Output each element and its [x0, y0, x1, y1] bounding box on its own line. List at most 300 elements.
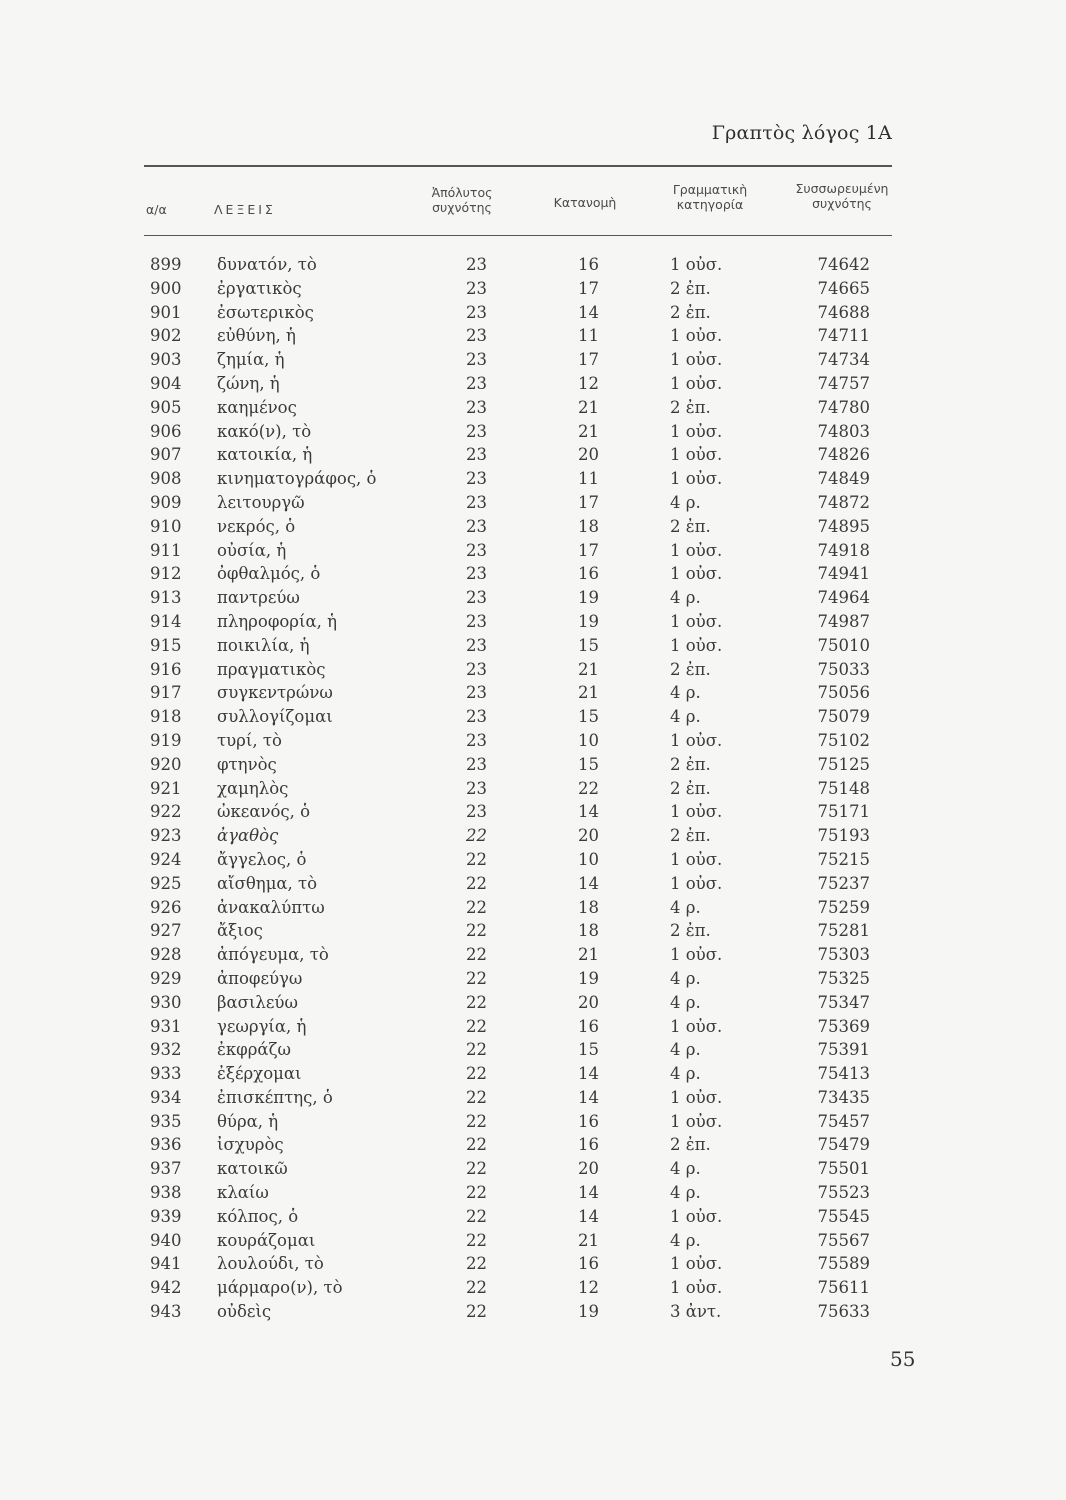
row-absolute-frequency: 23 [466, 802, 487, 822]
row-index: 931 [150, 1016, 182, 1036]
row-word: ὠκεανός, ὁ [217, 802, 311, 822]
row-absolute-frequency: 22 [466, 1254, 487, 1274]
row-word: κουράζομαι [217, 1230, 316, 1250]
row-absolute-frequency: 23 [466, 659, 487, 679]
row-word: αἴσθημα, τὸ [217, 873, 318, 893]
row-absolute-frequency: 23 [466, 492, 487, 512]
row-word: ἐπισκέπτης, ὁ [217, 1087, 333, 1107]
row-cumulative-frequency: 74849 [817, 469, 870, 489]
table-row [0, 491, 1066, 515]
row-index: 918 [150, 707, 182, 727]
row-cumulative-frequency: 75611 [817, 1278, 870, 1298]
row-grammatical-category: 1 οὐσ. [670, 350, 723, 370]
row-distribution: 12 [578, 373, 599, 393]
row-index: 920 [150, 754, 182, 774]
row-distribution: 16 [578, 1016, 599, 1036]
row-index: 916 [150, 659, 182, 679]
row-cumulative-frequency: 75171 [817, 802, 870, 822]
row-grammatical-category: 1 οὐσ. [670, 1111, 723, 1131]
row-absolute-frequency: 23 [466, 540, 487, 560]
table-row [0, 1276, 1066, 1300]
row-index: 910 [150, 516, 182, 536]
row-index: 930 [150, 992, 182, 1012]
table-row [0, 1181, 1066, 1205]
row-index: 903 [150, 350, 182, 370]
row-word: εὐθύνη, ἡ [217, 326, 296, 346]
row-grammatical-category: 4 ρ. [670, 897, 701, 917]
row-distribution: 21 [578, 421, 599, 441]
row-distribution: 12 [578, 1278, 599, 1298]
row-grammatical-category: 1 οὐσ. [670, 611, 723, 631]
row-word: τυρί, τὸ [217, 730, 282, 750]
row-distribution: 15 [578, 707, 599, 727]
row-distribution: 16 [578, 255, 599, 274]
row-absolute-frequency: 22 [466, 1135, 487, 1155]
row-index: 902 [150, 326, 182, 346]
table-row [0, 729, 1066, 753]
row-absolute-frequency: 22 [466, 1206, 487, 1226]
row-index: 904 [150, 373, 182, 393]
row-index: 939 [150, 1206, 182, 1226]
row-cumulative-frequency: 75303 [817, 945, 870, 965]
row-distribution: 20 [578, 445, 599, 465]
row-index: 908 [150, 469, 182, 489]
table-row [0, 1157, 1066, 1181]
row-grammatical-category: 4 ρ. [670, 707, 701, 727]
column-header-grammatical-line2: κατηγορία [676, 197, 744, 212]
row-cumulative-frequency: 74895 [817, 516, 870, 536]
row-index: 932 [150, 1040, 182, 1060]
row-grammatical-category: 4 ρ. [670, 492, 701, 512]
column-header-cumulative-line1: Συσσωρευμένη [795, 181, 889, 196]
row-cumulative-frequency: 74803 [817, 421, 870, 441]
row-grammatical-category: 4 ρ. [670, 968, 701, 988]
table-row [0, 1229, 1066, 1253]
row-word: ἰσχυρὸς [217, 1135, 284, 1155]
row-grammatical-category: 1 οὐσ. [670, 849, 723, 869]
row-cumulative-frequency: 75633 [817, 1302, 870, 1322]
row-absolute-frequency: 23 [466, 754, 487, 774]
table-row [0, 967, 1066, 991]
row-distribution: 17 [578, 278, 599, 298]
table-row [0, 705, 1066, 729]
row-absolute-frequency: 22 [466, 897, 487, 917]
row-distribution: 14 [578, 1064, 599, 1084]
row-grammatical-category: 1 οὐσ. [670, 873, 723, 893]
row-grammatical-category: 2 ἐπ. [670, 397, 711, 417]
row-cumulative-frequency: 75259 [817, 897, 870, 917]
row-index: 924 [150, 849, 182, 869]
table-row [0, 348, 1066, 372]
row-absolute-frequency: 22 [466, 968, 487, 988]
row-index: 921 [150, 778, 182, 798]
row-absolute-frequency: 23 [466, 611, 487, 631]
row-index: 937 [150, 1159, 182, 1179]
row-word: λουλούδι, τὸ [217, 1254, 324, 1274]
row-absolute-frequency: 23 [466, 326, 487, 346]
row-cumulative-frequency: 75567 [817, 1230, 870, 1250]
row-word: γεωργία, ἡ [217, 1016, 307, 1036]
row-index: 919 [150, 730, 182, 750]
row-distribution: 19 [578, 968, 599, 988]
row-word: ἐξέρχομαι [217, 1064, 302, 1084]
row-grammatical-category: 2 ἐπ. [670, 1135, 711, 1155]
row-word: ἐργατικὸς [217, 278, 302, 298]
row-absolute-frequency: 23 [466, 635, 487, 655]
row-grammatical-category: 4 ρ. [670, 1064, 701, 1084]
row-index: 933 [150, 1064, 182, 1084]
row-word: θύρα, ἡ [217, 1111, 279, 1131]
row-distribution: 14 [578, 873, 599, 893]
row-grammatical-category: 1 οὐσ. [670, 326, 723, 346]
table-row [0, 324, 1066, 348]
row-word: κινηματογράφος, ὁ [217, 469, 377, 489]
row-cumulative-frequency: 75056 [817, 683, 870, 703]
row-distribution: 15 [578, 635, 599, 655]
row-distribution: 16 [578, 1135, 599, 1155]
table-row [0, 943, 1066, 967]
row-index: 912 [150, 564, 182, 584]
table-row [0, 1133, 1066, 1157]
table-row [0, 634, 1066, 658]
row-grammatical-category: 2 ἐπ. [670, 516, 711, 536]
row-grammatical-category: 1 οὐσ. [670, 802, 723, 822]
row-absolute-frequency: 22 [466, 992, 487, 1012]
table-row [0, 1300, 1066, 1324]
row-cumulative-frequency: 73435 [817, 1087, 870, 1107]
table-row [0, 277, 1066, 301]
row-absolute-frequency: 23 [466, 683, 487, 703]
row-absolute-frequency: 22 [466, 1183, 487, 1203]
table-row [0, 991, 1066, 1015]
row-grammatical-category: 4 ρ. [670, 1040, 701, 1060]
row-word: ἀπόγευμα, τὸ [217, 945, 329, 965]
table-row [0, 372, 1066, 396]
table-row [0, 919, 1066, 943]
row-grammatical-category: 2 ἐπ. [670, 278, 711, 298]
row-distribution: 14 [578, 302, 599, 322]
row-word: ἀνακαλύπτω [217, 897, 325, 917]
row-word: ἐκφράζω [217, 1040, 291, 1060]
row-index: 922 [150, 802, 182, 822]
row-cumulative-frequency: 74711 [817, 326, 870, 346]
table-row [0, 1086, 1066, 1110]
row-cumulative-frequency: 75369 [817, 1016, 870, 1036]
row-cumulative-frequency: 75391 [817, 1040, 870, 1060]
row-word: οὐσία, ἡ [217, 540, 287, 560]
row-absolute-frequency: 23 [466, 302, 487, 322]
row-word: φτηνὸς [217, 754, 277, 774]
row-absolute-frequency: 22 [466, 1016, 487, 1036]
row-word: κατοικία, ἡ [217, 445, 313, 465]
row-grammatical-category: 1 οὐσ. [670, 255, 723, 274]
row-word: καημένος [217, 397, 297, 417]
row-grammatical-category: 4 ρ. [670, 992, 701, 1012]
row-word: κακό(ν), τὸ [217, 421, 312, 441]
row-distribution: 20 [578, 826, 599, 846]
row-word: λειτουργῶ [217, 492, 305, 512]
row-distribution: 20 [578, 1159, 599, 1179]
row-cumulative-frequency: 74872 [817, 492, 870, 512]
row-cumulative-frequency: 74918 [817, 540, 870, 560]
row-absolute-frequency: 22 [466, 945, 487, 965]
row-cumulative-frequency: 75457 [817, 1111, 870, 1131]
row-absolute-frequency: 22 [466, 1064, 487, 1084]
row-distribution: 21 [578, 1230, 599, 1250]
row-absolute-frequency: 23 [466, 564, 487, 584]
row-grammatical-category: 1 οὐσ. [670, 1087, 723, 1107]
row-word: οὐδεὶς [217, 1302, 272, 1322]
row-distribution: 19 [578, 588, 599, 608]
row-grammatical-category: 1 οὐσ. [670, 421, 723, 441]
row-cumulative-frequency: 75237 [817, 873, 870, 893]
table-row [0, 1038, 1066, 1062]
row-cumulative-frequency: 74642 [817, 255, 870, 274]
row-cumulative-frequency: 74826 [817, 445, 870, 465]
row-absolute-frequency: 23 [466, 445, 487, 465]
row-index: 909 [150, 492, 182, 512]
row-distribution: 16 [578, 1254, 599, 1274]
row-cumulative-frequency: 75079 [817, 707, 870, 727]
column-header-distribution: Κατανομὴ [553, 195, 617, 210]
row-grammatical-category: 2 ἐπ. [670, 778, 711, 798]
table-row [0, 1205, 1066, 1229]
table-row [0, 539, 1066, 563]
row-grammatical-category: 1 οὐσ. [670, 945, 723, 965]
row-absolute-frequency: 23 [466, 421, 487, 441]
row-word: ποικιλία, ἡ [217, 635, 310, 655]
row-cumulative-frequency: 75479 [817, 1135, 870, 1155]
row-absolute-frequency: 22 [466, 1040, 487, 1060]
row-grammatical-category: 4 ρ. [670, 1183, 701, 1203]
row-distribution: 17 [578, 492, 599, 512]
row-cumulative-frequency: 75193 [817, 826, 870, 846]
row-cumulative-frequency: 74780 [817, 397, 870, 417]
row-index: 905 [150, 397, 182, 417]
row-grammatical-category: 4 ρ. [670, 1230, 701, 1250]
row-index: 935 [150, 1111, 182, 1131]
row-index: 914 [150, 611, 182, 631]
row-grammatical-category: 1 οὐσ. [670, 1254, 723, 1274]
row-index: 923 [150, 826, 182, 846]
row-word: ἐσωτερικὸς [217, 302, 314, 322]
table-row [0, 420, 1066, 444]
row-word: συγκεντρώνω [217, 683, 333, 703]
row-word: μάρμαρο(ν), τὸ [217, 1278, 343, 1298]
row-index: 943 [150, 1302, 182, 1322]
row-cumulative-frequency: 74734 [817, 350, 870, 370]
column-header-absolute-frequency-line2: συχνότης [432, 200, 492, 215]
running-head: Γραπτὸς λόγος 1Α [711, 122, 892, 144]
row-index: 938 [150, 1183, 182, 1203]
table-row [0, 848, 1066, 872]
row-absolute-frequency: 23 [466, 730, 487, 750]
row-absolute-frequency: 23 [466, 707, 487, 727]
column-header-cumulative-line2: συχνότης [812, 196, 872, 211]
table-row [0, 777, 1066, 801]
row-index: 929 [150, 968, 182, 988]
row-distribution: 10 [578, 730, 599, 750]
row-cumulative-frequency: 75545 [817, 1206, 870, 1226]
table-row [0, 467, 1066, 491]
row-word: ζημία, ἡ [217, 350, 285, 370]
row-distribution: 11 [578, 326, 599, 346]
row-word: συλλογίζομαι [217, 707, 333, 727]
row-absolute-frequency: 22 [466, 1111, 487, 1131]
row-grammatical-category: 4 ρ. [670, 683, 701, 703]
row-grammatical-category: 1 οὐσ. [670, 445, 723, 465]
table-row [0, 896, 1066, 920]
row-word: κόλπος, ὁ [217, 1206, 299, 1226]
row-grammatical-category: 2 ἐπ. [670, 826, 711, 846]
row-absolute-frequency: 22 [466, 921, 487, 941]
row-word: πραγματικὸς [217, 659, 326, 679]
table-row [0, 872, 1066, 896]
row-index: 942 [150, 1278, 182, 1298]
row-index: 926 [150, 897, 182, 917]
row-grammatical-category: 1 οὐσ. [670, 373, 723, 393]
row-index: 901 [150, 302, 182, 322]
table-row [0, 824, 1066, 848]
row-word: πληροφορία, ἡ [217, 611, 337, 631]
row-cumulative-frequency: 74757 [817, 373, 870, 393]
row-absolute-frequency: 22 [466, 1278, 487, 1298]
row-grammatical-category: 1 οὐσ. [670, 635, 723, 655]
frequency-table-body [0, 253, 1066, 1324]
row-grammatical-category: 1 οὐσ. [670, 1206, 723, 1226]
row-word: κλαίω [217, 1183, 269, 1203]
page-number: 55 [890, 1347, 916, 1371]
row-distribution: 16 [578, 564, 599, 584]
table-row [0, 562, 1066, 586]
row-distribution: 20 [578, 992, 599, 1012]
row-grammatical-category: 1 οὐσ. [670, 1278, 723, 1298]
row-distribution: 21 [578, 683, 599, 703]
row-distribution: 14 [578, 1087, 599, 1107]
row-distribution: 18 [578, 516, 599, 536]
row-cumulative-frequency: 75125 [817, 754, 870, 774]
column-header-words: ΛΕΞΕΙΣ [214, 202, 276, 217]
row-word: ἀγαθὸς [217, 826, 279, 846]
row-cumulative-frequency: 75413 [817, 1064, 870, 1084]
row-cumulative-frequency: 75501 [817, 1159, 870, 1179]
row-cumulative-frequency: 75010 [817, 635, 870, 655]
row-cumulative-frequency: 75325 [817, 968, 870, 988]
row-cumulative-frequency: 75215 [817, 849, 870, 869]
row-grammatical-category: 4 ρ. [670, 588, 701, 608]
row-grammatical-category: 1 οὐσ. [670, 1016, 723, 1036]
row-cumulative-frequency: 75281 [817, 921, 870, 941]
row-index: 913 [150, 588, 182, 608]
row-absolute-frequency: 23 [466, 278, 487, 298]
row-word: βασιλεύω [217, 992, 298, 1012]
row-distribution: 15 [578, 1040, 599, 1060]
row-index: 940 [150, 1230, 182, 1250]
row-distribution: 16 [578, 1111, 599, 1131]
table-row [0, 1110, 1066, 1134]
row-cumulative-frequency: 74941 [817, 564, 870, 584]
row-distribution: 19 [578, 611, 599, 631]
row-absolute-frequency: 23 [466, 255, 487, 274]
row-distribution: 19 [578, 1302, 599, 1322]
row-distribution: 18 [578, 897, 599, 917]
row-index: 934 [150, 1087, 182, 1107]
row-grammatical-category: 1 οὐσ. [670, 730, 723, 750]
row-absolute-frequency: 22 [466, 826, 487, 846]
row-absolute-frequency: 23 [466, 469, 487, 489]
table-row [0, 610, 1066, 634]
column-header-grammatical-category [655, 182, 765, 212]
table-row [0, 1062, 1066, 1086]
row-cumulative-frequency: 75589 [817, 1254, 870, 1274]
row-grammatical-category: 2 ἐπ. [670, 754, 711, 774]
row-absolute-frequency: 23 [466, 516, 487, 536]
row-distribution: 21 [578, 945, 599, 965]
row-grammatical-category: 2 ἐπ. [670, 302, 711, 322]
row-word: ζώνη, ἡ [217, 373, 280, 393]
row-distribution: 22 [578, 778, 599, 798]
row-cumulative-frequency: 74987 [817, 611, 870, 631]
row-absolute-frequency: 22 [466, 1159, 487, 1179]
row-distribution: 21 [578, 397, 599, 417]
row-cumulative-frequency: 75347 [817, 992, 870, 1012]
column-header-cumulative-frequency [782, 181, 902, 211]
row-index: 917 [150, 683, 182, 703]
row-grammatical-category: 2 ἐπ. [670, 921, 711, 941]
row-absolute-frequency: 22 [466, 1230, 487, 1250]
row-cumulative-frequency: 75148 [817, 778, 870, 798]
row-absolute-frequency: 22 [466, 1302, 487, 1322]
row-index: 907 [150, 445, 182, 465]
row-grammatical-category: 1 οὐσ. [670, 564, 723, 584]
row-word: ἄξιος [217, 921, 263, 941]
row-index: 927 [150, 921, 182, 941]
row-distribution: 11 [578, 469, 599, 489]
table-row [0, 1015, 1066, 1039]
row-word: παντρεύω [217, 588, 300, 608]
column-header-absolute-frequency-line1: Ἀπόλυτος [431, 185, 493, 200]
table-row [0, 301, 1066, 325]
row-absolute-frequency: 23 [466, 588, 487, 608]
row-distribution: 15 [578, 754, 599, 774]
row-index: 911 [150, 540, 182, 560]
row-distribution: 14 [578, 1206, 599, 1226]
row-distribution: 21 [578, 659, 599, 679]
row-distribution: 18 [578, 921, 599, 941]
row-index: 906 [150, 421, 182, 441]
row-distribution: 14 [578, 1183, 599, 1203]
row-word: κατοικῶ [217, 1159, 288, 1179]
row-word: δυνατόν, τὸ [217, 255, 317, 274]
row-absolute-frequency: 23 [466, 397, 487, 417]
row-word: νεκρός, ὁ [217, 516, 296, 536]
row-absolute-frequency: 23 [466, 350, 487, 370]
row-word: χαμηλὸς [217, 778, 289, 798]
row-cumulative-frequency: 75033 [817, 659, 870, 679]
table-row [0, 443, 1066, 467]
row-absolute-frequency: 23 [466, 373, 487, 393]
row-distribution: 17 [578, 350, 599, 370]
row-absolute-frequency: 22 [466, 873, 487, 893]
table-row [0, 396, 1066, 420]
row-cumulative-frequency: 74688 [817, 302, 870, 322]
table-row [0, 681, 1066, 705]
row-absolute-frequency: 22 [466, 1087, 487, 1107]
row-cumulative-frequency: 75523 [817, 1183, 870, 1203]
row-distribution: 14 [578, 802, 599, 822]
header-bottom-rule [144, 235, 892, 236]
row-cumulative-frequency: 75102 [817, 730, 870, 750]
